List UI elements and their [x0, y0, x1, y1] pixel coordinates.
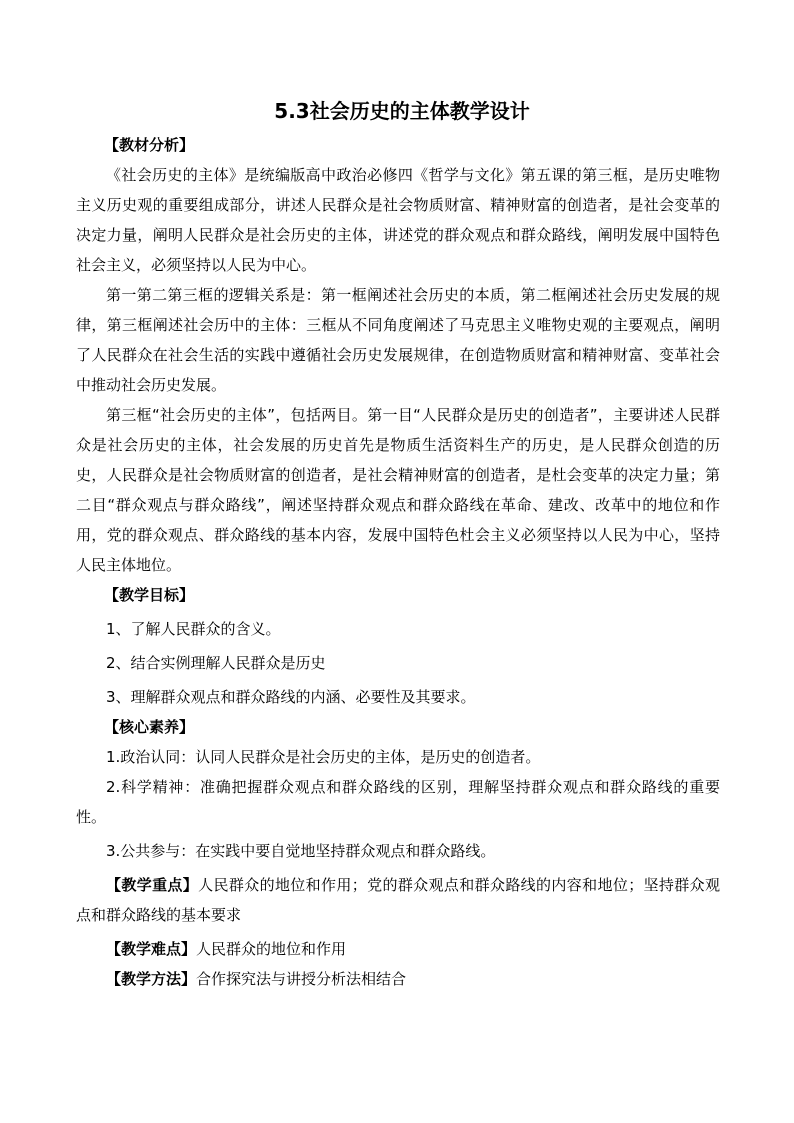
method-line: [76, 964, 720, 994]
analysis-paragraph-2: 第一第二第三框的逻辑关系是：第一框阐述社会历史的本质，第二框阐述社会历史发展的规律，第三框阐述社会历中的主体：三框从不同角度阐述了马克思主义唯物史观的主要观点，阐明了人民群众在社会生活的实践中遵循社会历史发展规律，在创造物质财富和精神财富、变革社会中推动社会历史发展。: [76, 286, 720, 394]
method-label: 【教学方法】: [106, 970, 197, 988]
section-heading-literacy: 【核心素养】: [104, 718, 195, 736]
literacy-item-2: 2.科学精神：准确把握群众观点和群众路线的区别，理解坚持群众观点和群众路线的重要性。: [76, 778, 720, 826]
document-page: [76, 96, 720, 994]
analysis-paragraph-3: 第三框“社会历史的主体”，包括两目。第一目“人民群众是历史的创造者”，主要讲述人民群众是社会历史的主体，社会发展的历史首先是物质生活资料生产的历史，是人民群众创造的历史，人民群众是社会物质财富的创造者，是社会精神财富的创造者，是杜会变革的决定力量；第二目“群众观点与群众路线”，阐述坚持群众观点和群众路线在革命、建改、改革中的地位和作用，党的群众观点、群众路线的基本内容，发展中国特色杜会主义必须坚持以人民为中心，坚持人民主体地位。: [76, 406, 720, 574]
keypoints-label: 【教学重点】: [106, 876, 199, 894]
method-text: 合作探究法与讲授分析法相结合: [196, 970, 407, 988]
section-heading-analysis: 【教材分析】: [104, 136, 195, 154]
document-title: 5.3社会历史的主体教学设计: [274, 99, 530, 123]
section-heading-goals: 【教学目标】: [104, 586, 195, 604]
difficulty-text: 人民群众的地位和作用: [196, 940, 347, 958]
keypoints-line: [76, 870, 720, 930]
difficulty-line: [76, 934, 720, 964]
difficulty-label: 【教学难点】: [106, 940, 197, 958]
literacy-item-3: 3.公共参与：在实践中要自觉地坚持群众观点和群众路线。: [106, 842, 496, 860]
goal-item-3: 3、理解群众观点和群众路线的内涵、必要性及其要求。: [106, 688, 476, 706]
literacy-item-1: 1.政治认同：认同人民群众是社会历史的主体，是历史的创造者。: [106, 748, 541, 766]
analysis-paragraph-1: 《社会历史的主体》是统编版高中政治必修四《哲学与文化》第五课的第三框，是历史唯物主义历史观的重要组成部分，讲述人民群众是社会物质财富、精神财富的创造者，是社会变革的决定力量，阐明人民群众是社会历史的主体，讲述党的群众观点和群众路线，阐明发展中国特色社会主义，必须坚持以人民为中心。: [76, 166, 720, 274]
goal-item-1: 1、了解人民群众的含义。: [106, 620, 281, 638]
keypoints-text: 人民群众的地位和作用；党的群众观点和群众路线的内容和地位；坚持群众观点和群众路线的基本要求: [76, 876, 720, 924]
goal-item-2: 2、结合实例理解人民群众是历史: [106, 654, 326, 672]
